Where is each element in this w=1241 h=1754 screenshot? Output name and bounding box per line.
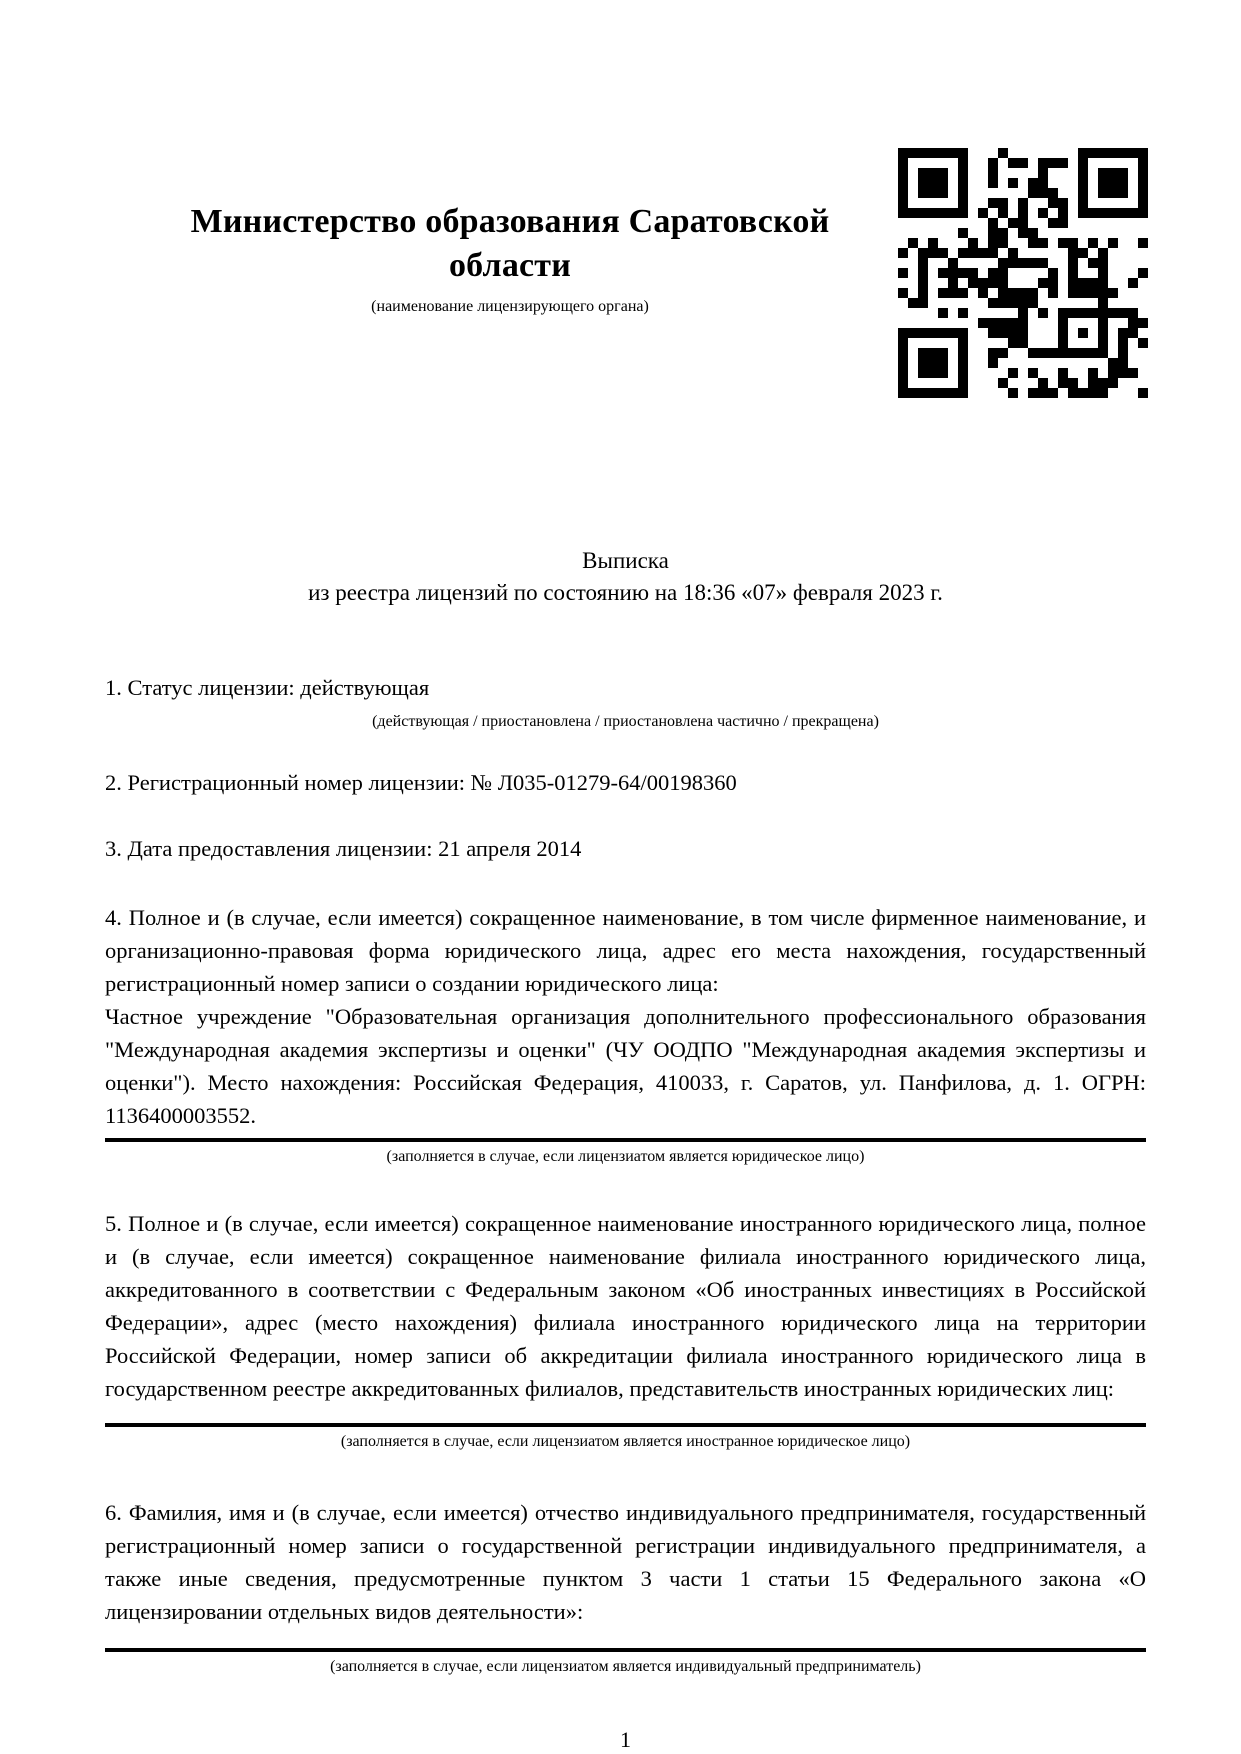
individual-entrepreneur-section <box>105 1496 1146 1677</box>
individual-entrepreneur-intro: 6. Фамилия, имя и (в случае, если имеется) отчество индивидуального предпринимателя, государственный регистрационный номер записи о государственной регистрации индивидуального предпринимателя, а также иные сведения, предусмотренные пунктом 3 части 1 статьи 15 Федерального закона «О лицензировании отдельных видов деятельности»: <box>105 1500 1146 1624</box>
grant-date-line: 3. Дата предоставления лицензии: 21 апреля 2014 <box>105 836 582 861</box>
document-header <box>105 0 1146 400</box>
licensing-authority-name: Министерство образования Саратовской области <box>190 203 830 285</box>
foreign-entity-section <box>105 1207 1146 1452</box>
individual-entrepreneur-divider <box>105 1648 1146 1652</box>
licensing-authority-block <box>155 200 865 316</box>
registration-number-line: 2. Регистрационный номер лицензии: № Л035-01279-64/00198360 <box>105 770 737 795</box>
page-number: 1 <box>620 1727 631 1752</box>
document-title <box>105 545 1146 609</box>
foreign-entity-caption: (заполняется в случае, если лицензиатом является иностранное юридическое лицо) <box>340 1433 911 1450</box>
document-title-line1: Выписка <box>582 548 669 573</box>
legal-entity-section <box>105 901 1146 1167</box>
licensing-authority-caption: (наименование лицензирующего органа) <box>371 298 649 316</box>
legal-entity-caption: (заполняется в случае, если лицензиатом является юридическое лицо) <box>386 1148 865 1165</box>
foreign-entity-intro: 5. Полное и (в случае, если имеется) сокращенное наименование иностранного юридического лица, полное и (в случае, если имеется) сокращенное наименование филиала иностранного юридического лица, аккредитованного в соответствии с Федеральным законом «Об иностранных инвестициях в Российской Федерации», адрес (место нахождения) филиала иностранного юридического лица на территории Российской Федерации, номер записи об аккредитации филиала иностранного юридического лица в государственном реестре аккредитованных филиалов, представительств иностранных юридических лиц: <box>105 1211 1146 1401</box>
document-title-line2: из реестра лицензий по состоянию на 18:36 «07» февраля 2023 г. <box>308 580 943 605</box>
license-status-line: 1. Статус лицензии: действующая <box>105 675 430 700</box>
individual-entrepreneur-caption: (заполняется в случае, если лицензиатом является индивидуальный предприниматель) <box>330 1658 921 1675</box>
legal-entity-intro: 4. Полное и (в случае, если имеется) сокращенное наименование, в том числе фирменное наименование, и организационно-правовая форма юридического лица, адрес его места нахождения, государственный регистрационный номер записи о создании юридического лица: <box>105 905 1146 996</box>
license-status-caption: (действующая / приостановлена / приостановлена частично / прекращена) <box>372 713 879 730</box>
legal-entity-divider <box>105 1138 1146 1142</box>
qr-code-icon <box>898 148 1148 398</box>
foreign-entity-divider <box>105 1423 1146 1427</box>
legal-entity-value: Частное учреждение "Образовательная организация дополнительного профессионального образования "Международная академия экспертизы и оценки" (ЧУ ООДПО "Международная академия экспертизы и оценки"). Место нахождения: Российская Федерация, 410033, г. Саратов, ул. Панфилова, д. 1. ОГРН: 1136400003552. <box>105 1004 1146 1128</box>
